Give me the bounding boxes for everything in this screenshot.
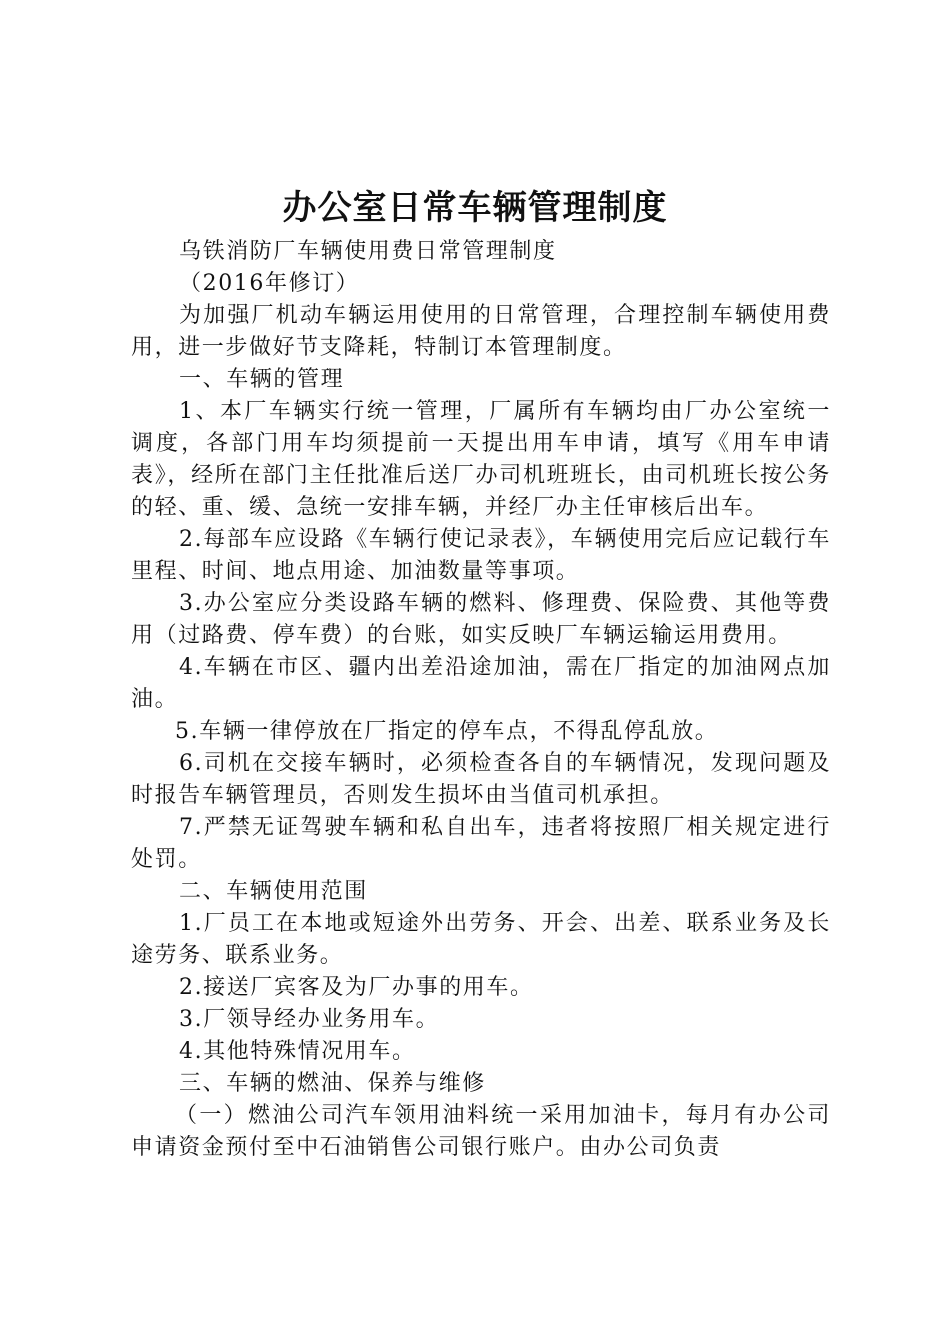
rule-paragraph: 1.厂员工在本地或短途外出劳务、开会、出差、联系业务及长途劳务、联系业务。 <box>131 911 831 968</box>
rule-paragraph: 7.严禁无证驾驶车辆和私自出车，违者将按照厂相关规定进行处罚。 <box>131 815 831 872</box>
document-body <box>131 236 831 1164</box>
rule-paragraph: 3.办公室应分类设路车辆的燃料、修理费、保险费、其他等费用（过路费、停车费）的台账，如实反映厂车辆运输运用费用。 <box>131 591 831 648</box>
rule-paragraph: 2.每部车应设路《车辆行使记录表》，车辆使用完后应记载行车里程、时间、地点用途、加油数量等事项。 <box>131 527 831 584</box>
document-title: 办公室日常车辆管理制度 <box>282 188 668 228</box>
intro-paragraph: 为加强厂机动车辆运用使用的日常管理，合理控制车辆使用费用，进一步做好节支降耗，特制订本管理制度。 <box>131 303 831 360</box>
rule-paragraph: 6.司机在交接车辆时，必须检查各自的车辆情况，发现问题及时报告车辆管理员，否则发生损坏由当值司机承担。 <box>131 751 831 808</box>
rule-paragraph: 1、本厂车辆实行统一管理，厂属所有车辆均由厂办公室统一调度，各部门用车均须提前一天提出用车申请，填写《用车申请表》，经所在部门主任批准后送厂办司机班班长，由司机班长按公务的轻、重、缓、急统一安排车辆，并经厂办主任审核后出车。 <box>131 399 831 520</box>
section-heading-2: 二、车辆使用范围 <box>179 879 368 904</box>
rule-paragraph: 4.车辆在市区、疆内出差沿途加油，需在厂指定的加油网点加油。 <box>131 655 831 712</box>
rule-paragraph: 3.厂领导经办业务用车。 <box>179 1007 440 1032</box>
rule-paragraph: 4.其他特殊情况用车。 <box>179 1039 416 1064</box>
rule-paragraph: 5.车辆一律停放在厂指定的停车点，不得乱停乱放。 <box>175 719 719 744</box>
rule-paragraph: （一）燃油公司汽车领用油料统一采用加油卡，每月有办公司申请资金预付至中石油销售公司银行账户。由办公司负责 <box>131 1103 831 1160</box>
subtitle-paragraph: 乌铁消防厂车辆使用费日常管理制度 <box>179 239 557 264</box>
section-heading-3: 三、车辆的燃油、保养与维修 <box>179 1071 486 1096</box>
revision-note: （2016年修订） <box>179 271 360 296</box>
section-heading-1: 一、车辆的管理 <box>179 367 345 392</box>
rule-paragraph: 2.接送厂宾客及为厂办事的用车。 <box>179 975 534 1000</box>
